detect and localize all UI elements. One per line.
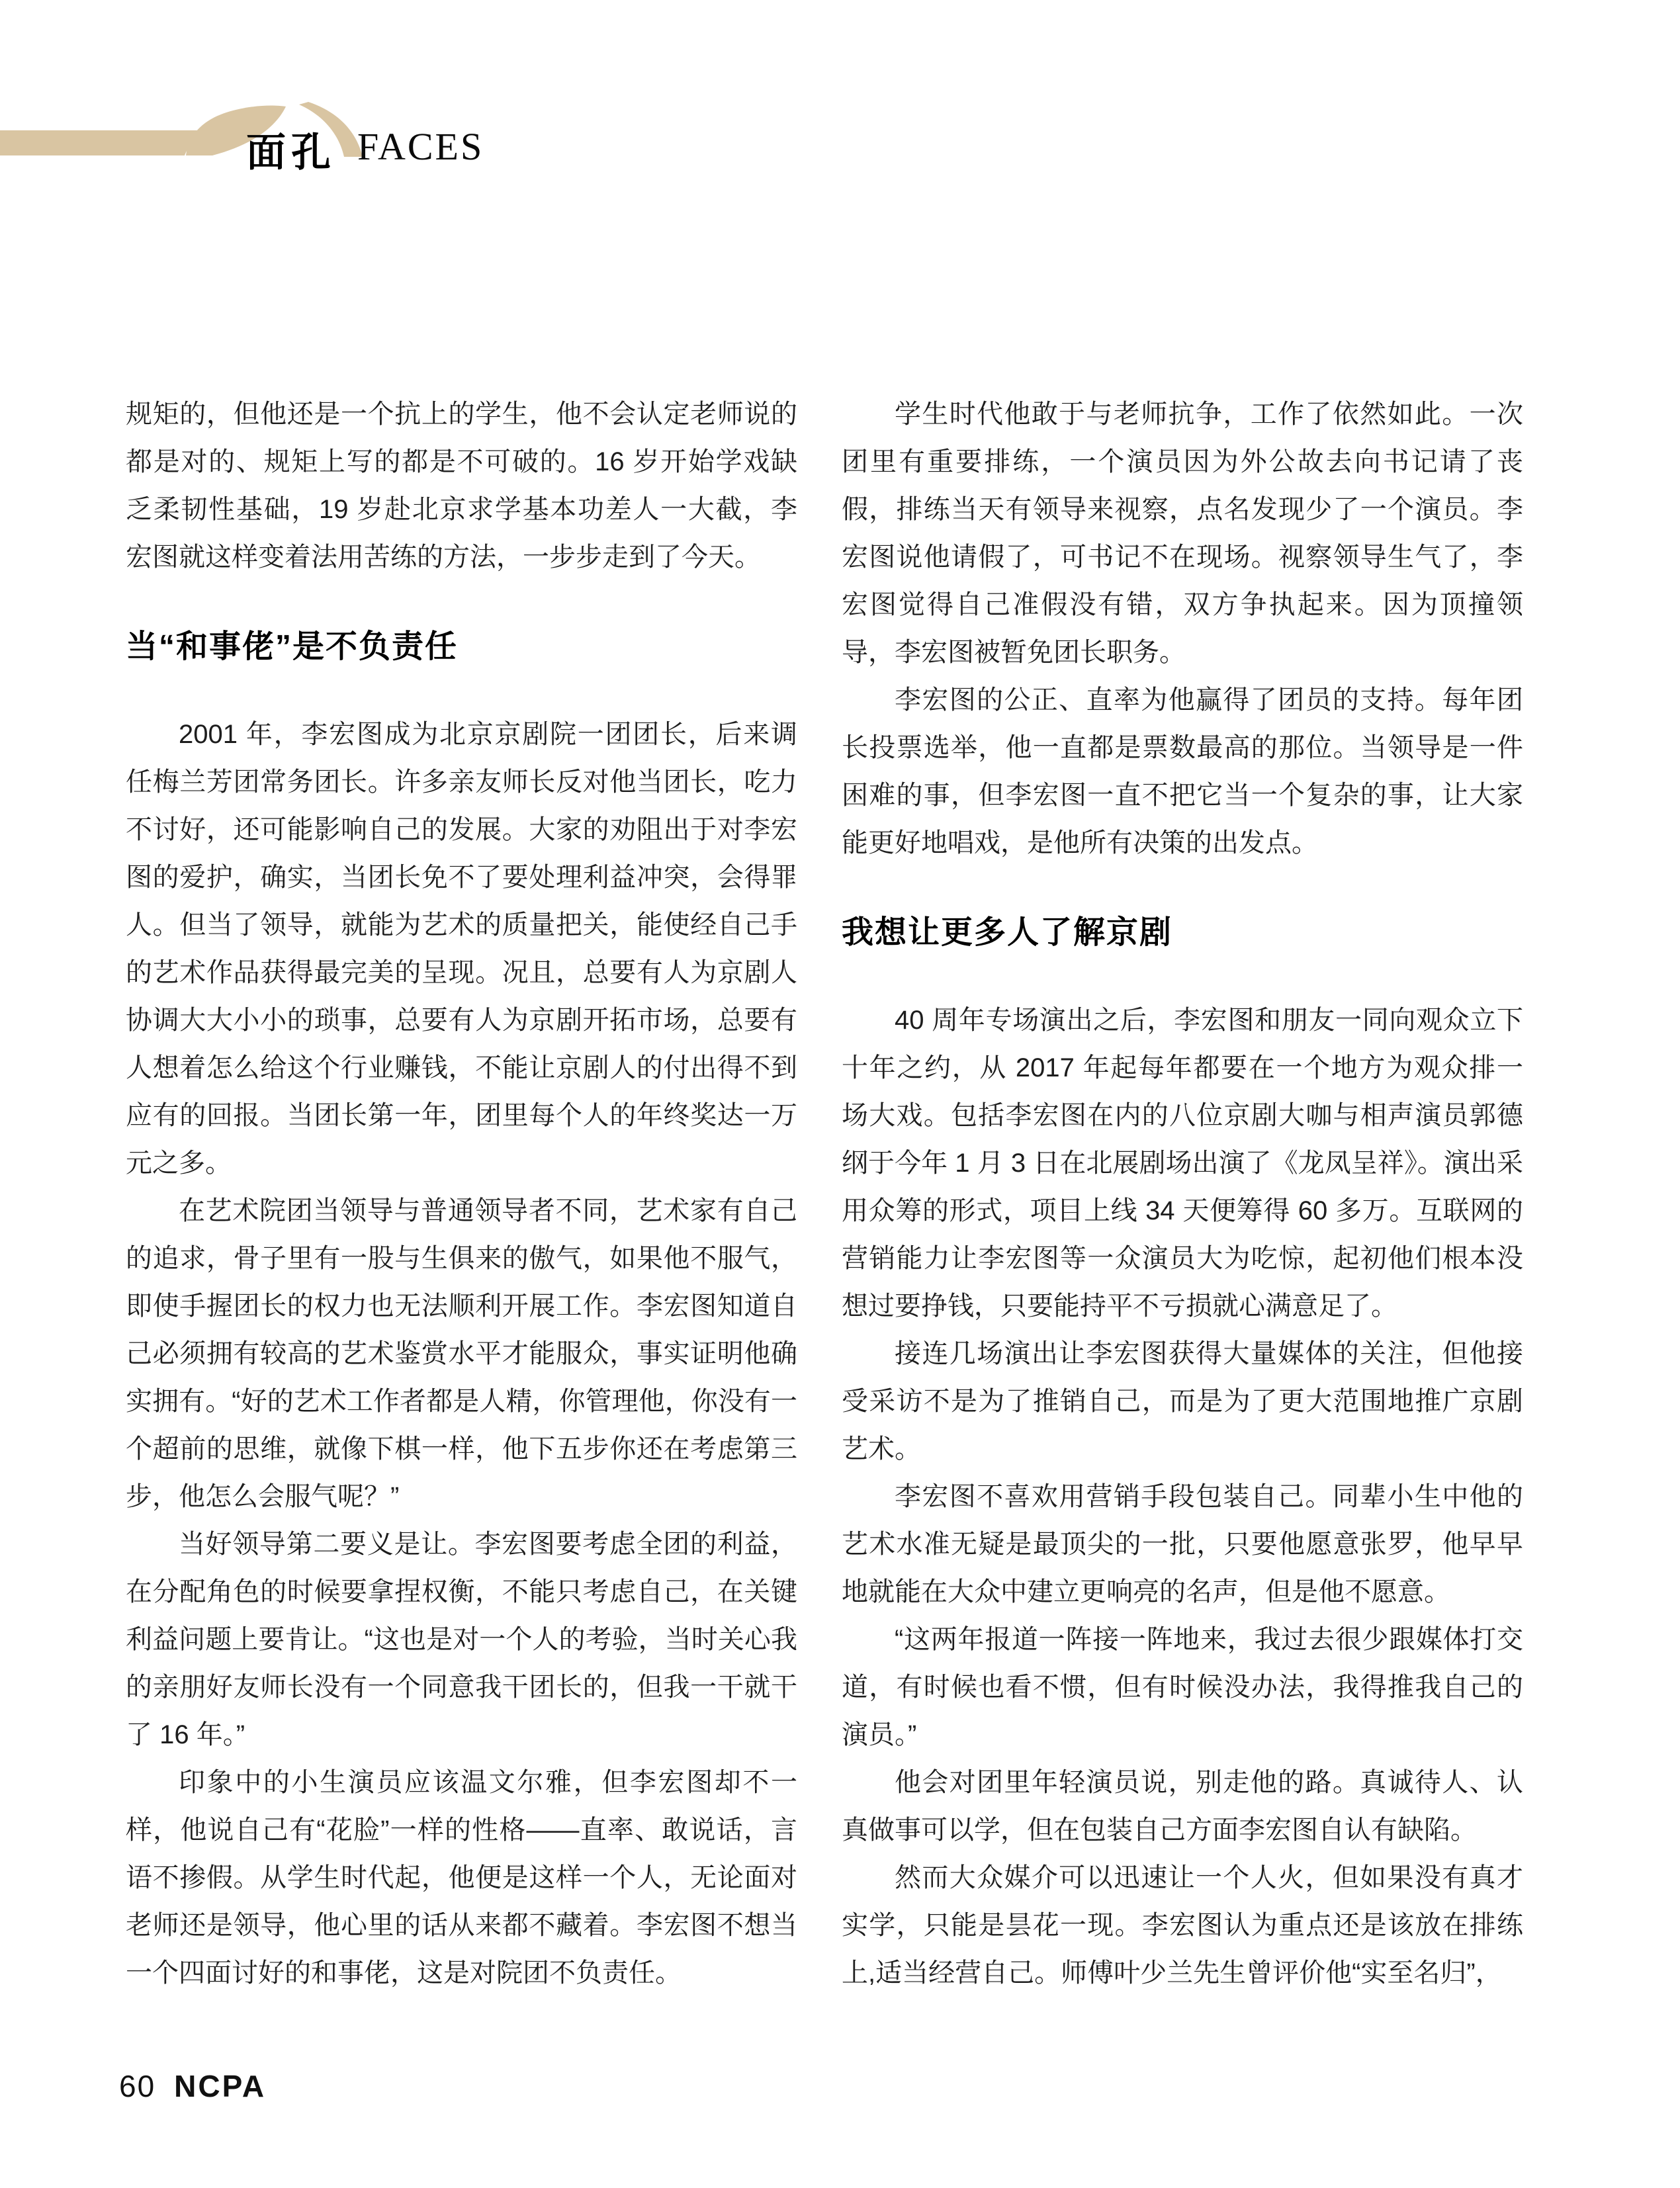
page-footer (119, 2068, 266, 2104)
section-heading-right: 我想让更多人了解京剧 (842, 915, 1173, 950)
left-column (126, 390, 797, 1997)
paragraph: 李宏图的公正、直率为他赢得了团员的支持。每年团长投票选举，他一直都是票数最高的那位。当领导是一件困难的事，但李宏图一直不把它当一个复杂的事，让大家能更好地唱戏，是他所有决策的出发点。 (842, 685, 1523, 857)
paragraph: 他会对团里年轻演员说，别走他的路。真诚待人、认真做事可以学，但在包装自己方面李宏图自认有缺陷。 (842, 1768, 1523, 1845)
paragraph: 接连几场演出让李宏图获得大量媒体的关注，但他接受采访不是为了推销自己，而是为了更大范围地推广京剧艺术。 (842, 1339, 1523, 1464)
paragraph: 2001 年，李宏图成为北京京剧院一团团长，后来调任梅兰芳团常务团长。许多亲友师长反对他当团长，吃力不讨好，还可能影响自己的发展。大家的劝阻出于对李宏图的爱护，确实，当团长免不了要处理利益冲突，会得罪人。但当了领导，就能为艺术的质量把关，能使经自己手的艺术作品获得最完美的呈现。况且，总要有人为京剧人协调大大小小的琐事，总要有人为京剧开拓市场，总要有人想着怎么给这个行业赚钱，不能让京剧人的付出得不到应有的回报。当团长第一年，团里每个人的年终奖达一万元之多。 (126, 720, 797, 1178)
paragraph: 规矩的，但他还是一个抗上的学生，他不会认定老师说的都是对的、规矩上写的都是不可破的。16 岁开始学戏缺乏柔韧性基础，19 岁赴北京求学基本功差人一大截，李宏图就这样变着法用苦练的方法，一步步走到了今天。 (126, 400, 797, 572)
right-column (842, 390, 1523, 1997)
paragraph: 学生时代他敢于与老师抗争，工作了依然如此。一次团里有重要排练，一个演员因为外公故去向书记请了丧假，排练当天有领导来视察，点名发现少了一个演员。李宏图说他请假了，可书记不在现场。视察领导生气了，李宏图觉得自己准假没有错，双方争执起来。因为顶撞领导，李宏图被暂免团长职务。 (842, 400, 1523, 667)
section-title-en: FACES (357, 125, 484, 168)
paragraph: 在艺术院团当领导与普通领导者不同，艺术家有自己的追求，骨子里有一股与生俱来的傲气，如果他不服气，即使手握团长的权力也无法顺利开展工作。李宏图知道自己必须拥有较高的艺术鉴赏水平才能服众，事实证明他确实拥有。“好的艺术工作者都是人精，你管理他，你没有一个超前的思维，就像下棋一样，他下五步你还在考虑第三步，他怎么会服气呢？” (126, 1196, 797, 1511)
paragraph: 40 周年专场演出之后，李宏图和朋友一同向观众立下十年之约，从 2017 年起每年都要在一个地方为观众排一场大戏。包括李宏图在内的八位京剧大咖与相声演员郭德纲于今年 1 月 3 日在北展剧场出演了《龙凤呈祥》。演出采用众筹的形式，项目上线 34 天便筹得 60 多万。互联网的营销能力让李宏图等一众演员大为吃惊，起初他们根本没想过要挣钱，只要能持平不亏损就心满意足了。 (842, 1006, 1523, 1321)
header-bar-shape (0, 130, 206, 155)
paragraph: 当好领导第二要义是让。李宏图要考虑全团的利益，在分配角色的时候要拿捏权衡，不能只考虑自己，在关键利益问题上要肯让。“这也是对一个人的考验，当时关心我的亲朋好友师长没有一个同意我干团长的，但我一干就干了 16 年。” (126, 1530, 797, 1749)
paragraph: 印象中的小生演员应该温文尔雅，但李宏图却不一样，他说自己有“花脸”一样的性格——直率、敢说话，言语不掺假。从学生时代起，他便是这样一个人，无论面对老师还是领导，他心里的话从来都不藏着。李宏图不想当一个四面讨好的和事佬，这是对院团不负责任。 (126, 1768, 797, 1988)
section-heading-left: 当“和事佬”是不负责任 (126, 629, 459, 664)
paragraph: 李宏图不喜欢用营销手段包装自己。同辈小生中他的艺术水准无疑是最顶尖的一批，只要他愿意张罗，他早早地就能在大众中建立更响亮的名声，但是他不愿意。 (842, 1482, 1523, 1606)
section-title-zh: 面孔 (246, 130, 336, 175)
paragraph: 然而大众媒介可以迅速让一个人火，但如果没有真才实学，只能是昙花一现。李宏图认为重点还是该放在排练上,适当经营自己。师傅叶少兰先生曾评价他“实至名归”， (842, 1863, 1523, 1988)
page-number: 60 (119, 2069, 156, 2103)
paragraph: “这两年报道一阵接一阵地来，我过去很少跟媒体打交道，有时候也看不惯，但有时候没办法，我得推我自己的演员。” (842, 1625, 1523, 1749)
magazine-logo: NCPA (174, 2069, 267, 2103)
